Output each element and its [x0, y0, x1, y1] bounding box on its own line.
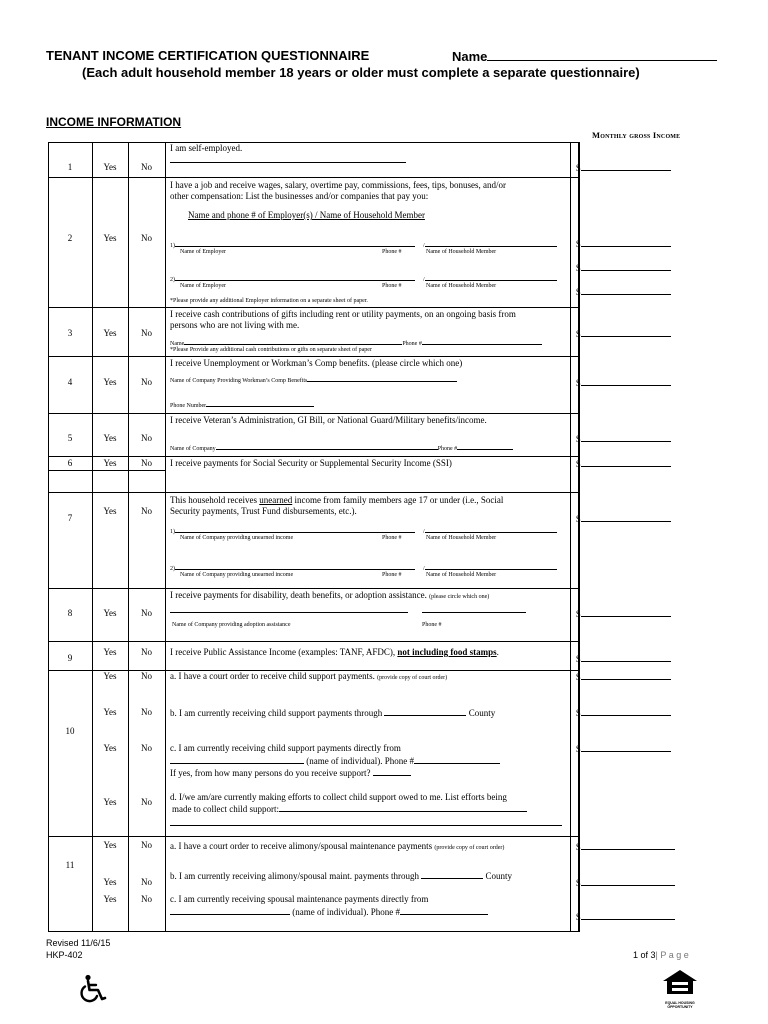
row-11a-amount[interactable]: $ [576, 841, 675, 853]
caption-member-7a: Name of Household Member [426, 535, 497, 541]
row-10d-yes[interactable]: Yes [103, 797, 117, 807]
row-8-caption-company: Name of Company providing adoption assistance [172, 622, 291, 628]
name-input-line[interactable] [487, 48, 717, 61]
row-1-text: I am self-employed. [170, 143, 243, 153]
row-7-yes[interactable]: Yes [103, 506, 117, 516]
equal-housing-caption: EQUAL HOUSING OPPORTUNITY [665, 1001, 695, 1009]
row-11c-text-1: c. I am currently receiving spousal maintenance payments directly from [170, 894, 429, 904]
row-10b-amount[interactable]: $ [576, 707, 671, 719]
row-11a-no[interactable]: No [141, 840, 152, 850]
caption-company-2: Name of Company providing unearned income [180, 572, 294, 578]
row-6-amount[interactable]: $ [576, 458, 671, 470]
row-11a-text: a. I have a court order to receive alimony/spousal maintenance payments (provide copy of court order) [170, 841, 505, 851]
row-11c-no[interactable]: No [141, 894, 152, 904]
row-2-amount-1[interactable]: $ [576, 238, 671, 250]
row-7-number: 7 [67, 513, 73, 523]
row-7-entry-1[interactable]: 1) / [170, 524, 557, 536]
row-4-no[interactable]: No [141, 377, 152, 387]
row-8-line[interactable] [170, 604, 526, 616]
row-2-entry-1[interactable]: 1) / [170, 238, 557, 250]
row-6-text: I receive payments for Social Security or Supplemental Security Income (SSI) [170, 458, 452, 468]
form-code: HKP-402 [46, 950, 83, 960]
caption-phone-7b: Phone # [382, 572, 402, 578]
caption-employer-1: Name of Employer [180, 249, 226, 255]
row-2-amount-2[interactable]: $ [576, 262, 671, 274]
row-9-number: 9 [67, 653, 73, 663]
row-11c-yes[interactable]: Yes [103, 894, 117, 904]
caption-member-1: Name of Household Member [426, 249, 497, 255]
row-10c-no[interactable]: No [141, 743, 152, 753]
row-8-caption-phone: Phone # [422, 622, 442, 628]
caption-employer-2: Name of Employer [180, 283, 226, 289]
row-11b-text[interactable]: b. I am currently receiving alimony/spousal maint. payments through County [170, 871, 512, 881]
row-1-yes[interactable]: Yes [103, 162, 117, 172]
row-3-name-field[interactable]: Name Phone # [170, 339, 542, 348]
row-8-no[interactable]: No [141, 608, 152, 618]
row-2-yes[interactable]: Yes [103, 233, 117, 243]
name-label: Name [452, 49, 488, 64]
row-10c-text-3[interactable]: If yes, from how many persons do you receive support? [170, 767, 411, 779]
caption-phone-7a: Phone # [382, 535, 402, 541]
row-11c-text-2[interactable]: (name of individual). Phone # [170, 906, 488, 918]
row-10d-line[interactable] [170, 817, 562, 829]
row-4-phone-field[interactable]: Phone Number [170, 401, 314, 410]
row-3-yes[interactable]: Yes [103, 328, 117, 338]
row-5-text: I receive Veteran’s Administration, GI Bill, or National Guard/Military benefits/income. [170, 415, 487, 425]
row-10a-text: a. I have a court order to receive child support payments. (provide copy of court order) [170, 671, 448, 681]
row-2-text-2: other compensation: List the businesses and/or companies that pay you: [170, 191, 429, 201]
row-9-no[interactable]: No [141, 647, 152, 657]
row-3-note: *Please Provide any additional cash contributions or gifts on separate sheet of paper [170, 347, 372, 353]
row-3-text-1: I receive cash contributions of gifts including rent or utility payments, on an ongoing basis from [170, 309, 516, 319]
row-6-yes[interactable]: Yes [103, 458, 117, 468]
row-8-amount[interactable]: $ [576, 608, 671, 620]
row-9-yes[interactable]: Yes [103, 647, 117, 657]
row-2-no[interactable]: No [141, 233, 152, 243]
row-4-amount[interactable]: $ [576, 377, 671, 389]
row-11b-no[interactable]: No [141, 877, 152, 887]
revised-date: Revised 11/6/15 [46, 938, 111, 948]
row-4-company-field[interactable]: Name of Company Providing Workman’s Comp Benefits [170, 376, 457, 385]
row-2-text-1: I have a job and receive wages, salary, overtime pay, commissions, fees, tips, bonuses, and/or [170, 180, 506, 190]
row-1-number: 1 [67, 162, 73, 172]
row-4-yes[interactable]: Yes [103, 377, 117, 387]
row-10a-no[interactable]: No [141, 671, 152, 681]
row-10b-yes[interactable]: Yes [103, 707, 117, 717]
row-6-no[interactable]: No [141, 458, 152, 468]
row-10d-text-2[interactable]: made to collect child support: [172, 803, 527, 815]
caption-phone-1: Phone # [382, 249, 402, 255]
row-10c-yes[interactable]: Yes [103, 743, 117, 753]
row-5-no[interactable]: No [141, 433, 152, 443]
row-3-number: 3 [67, 328, 73, 338]
equal-housing-icon [661, 968, 699, 996]
row-11b-amount[interactable]: $ [576, 877, 675, 889]
row-9-text: I receive Public Assistance Income (examples: TANF, AFDC), not including food stamps. [170, 647, 499, 657]
section-title: INCOME INFORMATION [46, 115, 182, 129]
row-10a-yes[interactable]: Yes [103, 671, 117, 681]
row-8-number: 8 [67, 608, 73, 618]
row-7-amount[interactable]: $ [576, 513, 671, 525]
row-10c-text-1: c. I am currently receiving child support payments directly from [170, 743, 401, 753]
row-7-text-1: This household receives unearned income from family members age 17 or under (i.e., Social [170, 495, 504, 505]
caption-company-1: Name of Company providing unearned income [180, 535, 294, 541]
row-5-yes[interactable]: Yes [103, 433, 117, 443]
row-7-entry-2[interactable]: 2) / [170, 561, 557, 573]
row-2-subheading: Name and phone # of Employer(s) / Name of Household Member [188, 210, 425, 220]
row-10d-no[interactable]: No [141, 797, 152, 807]
wheelchair-icon [78, 974, 112, 1004]
row-3-no[interactable]: No [141, 328, 152, 338]
page-indicator: 1 of 3| P a g e [633, 950, 689, 960]
row-9-amount[interactable]: $ [576, 653, 671, 665]
row-4-number: 4 [67, 377, 73, 387]
row-8-text: I receive payments for disability, death benefits, or adoption assistance. (please circle which one) [170, 590, 490, 600]
form-title: TENANT INCOME CERTIFICATION QUESTIONNAIRE [46, 48, 370, 63]
row-10b-text[interactable]: b. I am currently receiving child support payments through County [170, 708, 496, 718]
row-10b-no[interactable]: No [141, 707, 152, 717]
row-5-number: 5 [67, 433, 73, 443]
row-11c-amount[interactable]: $ [576, 911, 675, 923]
row-10c-text-2[interactable]: (name of individual). Phone # [170, 755, 500, 767]
row-10c-amount[interactable]: $ [576, 743, 671, 755]
column-header-monthly-gross-income: Monthly gross Income [592, 130, 681, 140]
equal-housing-logo [661, 968, 699, 1009]
row-4-text: I receive Unemployment or Workman’s Comp benefits. (please circle which one) [170, 358, 463, 368]
caption-member-7b: Name of Household Member [426, 572, 497, 578]
row-2-amount-3[interactable]: $ [576, 286, 671, 298]
row-10a-amount[interactable]: $ [576, 671, 671, 683]
name-field[interactable] [452, 48, 717, 64]
row-11-number: 11 [65, 860, 75, 870]
row-1-no[interactable]: No [141, 162, 152, 172]
row-11b-yes[interactable]: Yes [103, 877, 117, 887]
row-6-number: 6 [67, 458, 73, 468]
row-10d-text-1: d. I/we am/are currently making efforts to collect child support owed to me. List efforts being [170, 792, 507, 802]
row-5-amount[interactable]: $ [576, 433, 671, 445]
row-7-text-2: Security payments, Trust Fund disbursements, etc.). [170, 506, 357, 516]
row-1-line[interactable] [170, 154, 406, 166]
row-7-no[interactable]: No [141, 506, 152, 516]
row-10-number: 10 [65, 726, 75, 736]
row-5-company-field[interactable]: Name of Company Phone # [170, 444, 513, 453]
row-8-yes[interactable]: Yes [103, 608, 117, 618]
row-3-text-2: persons who are not living with me. [170, 320, 300, 330]
row-11a-yes[interactable]: Yes [103, 840, 117, 850]
row-2-note: *Please provide any additional Employer information on a separate sheet of paper. [170, 298, 368, 304]
row-3-amount[interactable]: $ [576, 328, 671, 340]
row-2-entry-2[interactable]: 2) / [170, 272, 557, 284]
row-1-amount[interactable]: $ [576, 162, 671, 174]
caption-phone-2: Phone # [382, 283, 402, 289]
caption-member-2: Name of Household Member [426, 283, 497, 289]
form-subtitle: (Each adult household member 18 years or older must complete a separate questionnaire) [82, 65, 640, 80]
row-2-number: 2 [67, 233, 73, 243]
